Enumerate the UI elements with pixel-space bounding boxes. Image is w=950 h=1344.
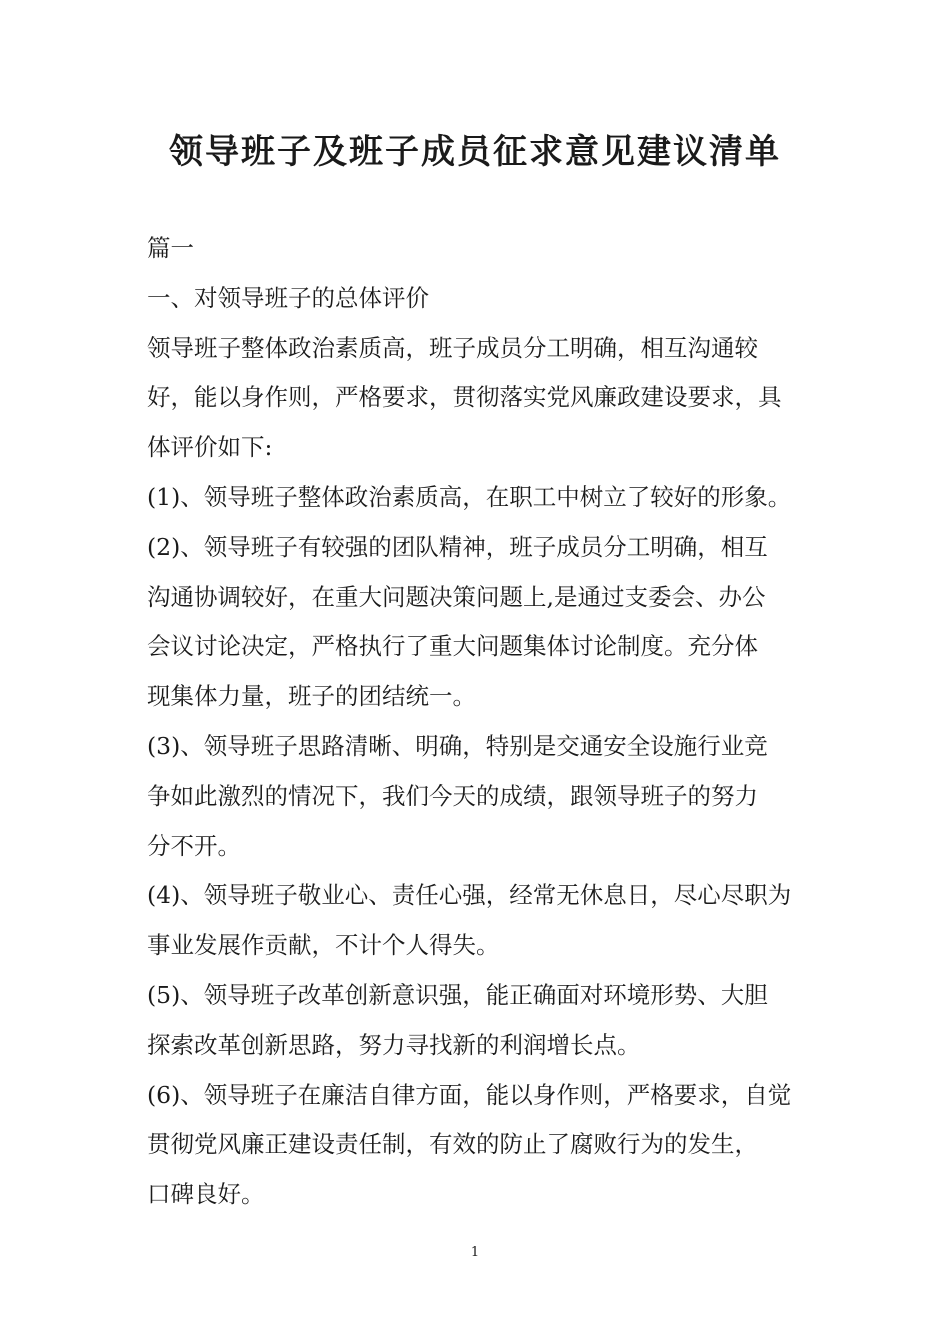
paragraph-line: 领导班子整体政治素质高，班子成员分工明确，相互沟通较 [147, 333, 758, 362]
list-item-line: 争如此激烈的情况下，我们今天的成绩，跟领导班子的努力 [147, 781, 758, 810]
paragraph-line: 体评价如下: [147, 433, 273, 462]
list-item-line: (4)、领导班子敬业心、责任心强，经常无休息日，尽心尽职为 [147, 881, 792, 910]
paragraph-line: 好，能以身作则，严格要求，贯彻落实党风廉政建设要求，具 [147, 383, 782, 412]
document-title: 领导班子及班子成员征求意见建议清单 [169, 132, 781, 172]
list-item-line: 现集体力量，班子的团结统一。 [147, 682, 476, 711]
list-item-line: 会议讨论决定，严格执行了重大问题集体讨论制度。充分体 [147, 632, 758, 661]
list-item-line: 分不开。 [147, 831, 241, 860]
list-item-line: (3)、领导班子思路清晰、明确，特别是交通安全设施行业竞 [147, 731, 768, 760]
list-item-line: 沟通协调较好，在重大问题决策问题上,是通过支委会、办公 [147, 582, 766, 611]
list-item-line: (1)、领导班子整体政治素质高，在职工中树立了较好的形象。 [147, 482, 792, 511]
list-item-line: 探索改革创新思路，努力寻找新的利润增长点。 [147, 1030, 641, 1059]
page-number: 1 [470, 1245, 480, 1260]
list-item-line: 口碑良好。 [147, 1180, 265, 1209]
section-heading: 一、对领导班子的总体评价 [147, 283, 429, 312]
list-item-line: (2)、领导班子有较强的团队精神，班子成员分工明确，相互 [147, 532, 768, 561]
list-item-line: (6)、领导班子在廉洁自律方面，能以身作则，严格要求，自觉 [147, 1080, 792, 1109]
list-item-line: 事业发展作贡献，不计个人得失。 [147, 931, 500, 960]
section-label: 篇一 [147, 234, 194, 262]
list-item-line: (5)、领导班子改革创新意识强，能正确面对环境形势、大胆 [147, 980, 768, 1009]
list-item-line: 贯彻党风廉正建设责任制，有效的防止了腐败行为的发生， [147, 1130, 758, 1159]
document-body [147, 224, 847, 1220]
